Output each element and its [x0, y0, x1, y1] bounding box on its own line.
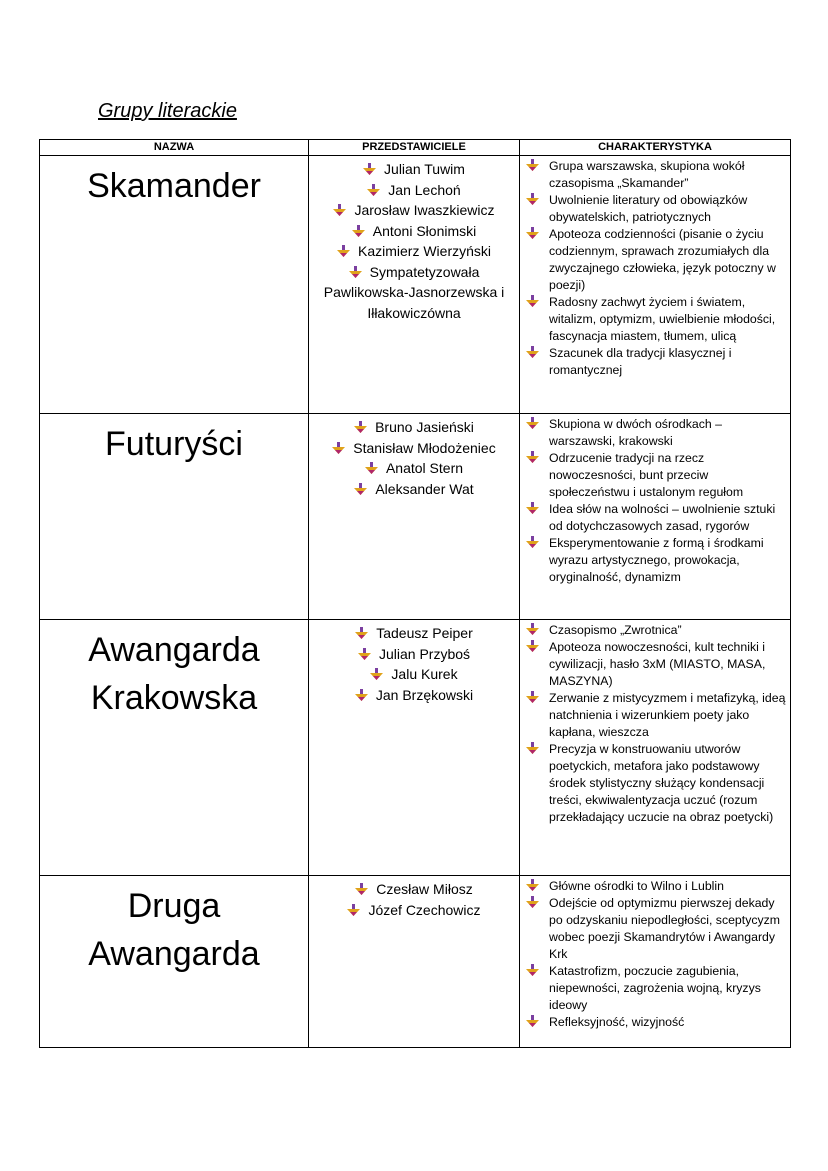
group-name-line: Awangarda: [88, 631, 260, 669]
group-name-line: Druga: [127, 887, 221, 925]
header-name: NAZWA: [40, 140, 309, 156]
representative-item: [313, 879, 515, 900]
arrow-bullet-icon: [526, 623, 539, 635]
representative-name: Jan Brzękowski: [375, 686, 474, 703]
representatives-cell: [309, 876, 520, 1048]
characteristic-item: [526, 1014, 786, 1031]
group-name-line: Skamander: [87, 167, 261, 205]
characteristic-item: [526, 158, 786, 192]
characteristics-cell: [520, 620, 791, 876]
characteristic-item: [526, 226, 786, 294]
characteristics-cell: [520, 414, 791, 620]
representative-name: Sympatetyzowała Pawlikowska-Jasnorzewska i Iłłakowiczówna: [323, 263, 505, 321]
arrow-bullet-icon: [526, 691, 539, 703]
group-row: [40, 156, 791, 414]
arrow-bullet-icon: [363, 163, 376, 175]
characteristic-item: [526, 501, 786, 535]
literary-groups-table: [39, 139, 791, 1048]
representative-item: [313, 262, 515, 324]
arrow-bullet-icon: [526, 640, 539, 652]
representatives-cell: [309, 156, 520, 414]
representative-item: [313, 479, 515, 500]
arrow-bullet-icon: [333, 204, 346, 216]
arrow-bullet-icon: [347, 904, 360, 916]
arrow-bullet-icon: [526, 742, 539, 754]
arrow-bullet-icon: [526, 193, 539, 205]
representative-name: Jalu Kurek: [391, 666, 458, 682]
representative-item: [313, 221, 515, 242]
characteristic-item: [526, 963, 786, 1014]
group-row: [40, 414, 791, 620]
characteristic-item: [526, 345, 786, 379]
characteristic-text: Szacunek dla tradycji klasycznej i romantycznej: [549, 346, 732, 377]
characteristic-item: [526, 416, 786, 450]
group-name-line: Awangarda: [88, 935, 260, 973]
arrow-bullet-icon: [526, 451, 539, 463]
arrow-bullet-icon: [367, 184, 380, 196]
representative-name: Bruno Jasieński: [375, 419, 474, 435]
characteristic-text: Grupa warszawska, skupiona wokół czasopisma „Skamander”: [549, 159, 745, 190]
characteristics-cell: [520, 876, 791, 1048]
group-name-line: Krakowska: [90, 679, 258, 717]
characteristic-item: [526, 639, 786, 690]
representative-item: [313, 438, 515, 459]
characteristic-text: Odejście od optymizmu pierwszej dekady po odzyskaniu niepodległości, sceptycyzm wobec poezji Skamandrytów i Awangardy Krk: [549, 896, 781, 961]
representative-name: Aleksander Wat: [375, 480, 474, 497]
characteristic-item: [526, 895, 786, 963]
representative-name: Antoni Słonimski: [372, 222, 477, 239]
characteristics-cell: [520, 156, 791, 414]
arrow-bullet-icon: [354, 421, 367, 433]
characteristic-text: Katastrofizm, poczucie zagubienia, niepewności, zagrożenia wojną, kryzys ideowy: [549, 964, 761, 1012]
characteristic-text: Odrzucenie tradycji na rzecz nowoczesności, bunt przeciw społeczeństwu i ustalonym regułom: [549, 451, 744, 499]
characteristic-item: [526, 690, 786, 741]
arrow-bullet-icon: [526, 159, 539, 171]
representative-item: [313, 241, 515, 262]
characteristic-text: Eksperymentowanie z formą i środkami wyrazu artystycznego, prowokacja, oryginalność, dynamizm: [549, 536, 764, 584]
characteristic-text: Refleksyjność, wizyjność: [549, 1015, 685, 1029]
arrow-bullet-icon: [355, 627, 368, 639]
document-title: Grupy literackie: [98, 100, 237, 122]
representative-name: Jarosław Iwaszkiewicz: [354, 202, 495, 218]
arrow-bullet-icon: [355, 689, 368, 701]
arrow-bullet-icon: [332, 442, 345, 454]
group-name-line: Futuryści: [105, 425, 243, 463]
representative-item: [313, 664, 515, 685]
representative-name: Czesław Miłosz: [376, 881, 473, 897]
arrow-bullet-icon: [526, 536, 539, 548]
characteristic-text: Idea słów na wolności – uwolnienie sztuki od dotychczasowych zasad, rygorów: [549, 502, 776, 533]
representatives-cell: [309, 620, 520, 876]
arrow-bullet-icon: [526, 417, 539, 429]
header-representatives: PRZEDSTAWICIELE: [309, 140, 520, 156]
arrow-bullet-icon: [355, 883, 368, 895]
representative-name: Stanisław Młodożeniec: [353, 439, 496, 456]
arrow-bullet-icon: [365, 462, 378, 474]
arrow-bullet-icon: [352, 225, 365, 237]
representative-name: Tadeusz Peiper: [376, 625, 473, 641]
arrow-bullet-icon: [526, 964, 539, 976]
representative-name: Anatol Stern: [385, 460, 464, 476]
group-name: [40, 876, 309, 1048]
representative-item: [313, 180, 515, 201]
characteristic-text: Precyzja w konstruowaniu utworów poetyckich, metafora jako podstawowy środek stylistyczny służący kondensacji treści, ekwiwalentyzacja uczuć (rozum przekładający uczucie na obraz poetycki): [549, 742, 774, 824]
representative-item: [313, 417, 515, 438]
arrow-bullet-icon: [349, 266, 362, 278]
representative-item: [313, 685, 515, 706]
arrow-bullet-icon: [358, 648, 371, 660]
characteristic-text: Apoteoza codzienności (pisanie o życiu codziennym, sprawach zrozumiałych dla zwyczajnego człowieka, język potoczny w poezji): [549, 227, 776, 292]
characteristic-item: [526, 878, 786, 895]
representative-item: [313, 458, 515, 479]
characteristic-text: Czasopismo „Zwrotnica”: [549, 623, 682, 637]
characteristic-item: [526, 294, 786, 345]
representative-item: [313, 644, 515, 665]
representative-item: [313, 900, 515, 921]
arrow-bullet-icon: [526, 227, 539, 239]
characteristic-item: [526, 622, 786, 639]
characteristic-text: Radosny zachwyt życiem i światem, witalizm, optymizm, uwielbienie młodości, fascynacja miastem, tłumem, ulicą: [549, 295, 776, 343]
representative-item: [313, 623, 515, 644]
arrow-bullet-icon: [526, 1015, 539, 1027]
arrow-bullet-icon: [337, 245, 350, 257]
representative-item: [313, 200, 515, 221]
characteristic-item: [526, 741, 786, 826]
arrow-bullet-icon: [526, 346, 539, 358]
group-name: [40, 620, 309, 876]
characteristic-item: [526, 450, 786, 501]
arrow-bullet-icon: [526, 879, 539, 891]
arrow-bullet-icon: [354, 483, 367, 495]
representatives-cell: [309, 414, 520, 620]
arrow-bullet-icon: [526, 502, 539, 514]
characteristic-item: [526, 535, 786, 586]
group-row: [40, 620, 791, 876]
group-row: [40, 876, 791, 1048]
characteristic-text: Uwolnienie literatury od obowiązków obywatelskich, patriotycznych: [549, 193, 748, 224]
group-name: [40, 414, 309, 620]
characteristic-text: Skupiona w dwóch ośrodkach – warszawski, krakowski: [549, 417, 722, 448]
group-name: [40, 156, 309, 414]
representative-item: [313, 159, 515, 180]
arrow-bullet-icon: [526, 295, 539, 307]
representative-name: Julian Przyboś: [378, 645, 471, 662]
characteristic-item: [526, 192, 786, 226]
characteristic-text: Zerwanie z mistycyzmem i metafizyką, ideą natchnienia i wizerunkiem poety jako kapłana, wieszcza: [549, 691, 786, 739]
header-characteristics: CHARAKTERYSTYKA: [520, 140, 791, 156]
characteristic-text: Główne ośrodki to Wilno i Lublin: [549, 879, 724, 893]
representative-name: Jan Lechoń: [388, 181, 461, 198]
arrow-bullet-icon: [370, 668, 383, 680]
header-row: [40, 140, 791, 156]
representative-name: Józef Czechowicz: [368, 901, 481, 918]
arrow-bullet-icon: [526, 896, 539, 908]
characteristic-text: Apoteoza nowoczesności, kult techniki i cywilizacji, hasło 3xM (MIASTO, MASA, MASZYNA): [549, 640, 766, 688]
representative-name: Julian Tuwim: [384, 161, 465, 177]
representative-name: Kazimierz Wierzyński: [357, 243, 491, 259]
